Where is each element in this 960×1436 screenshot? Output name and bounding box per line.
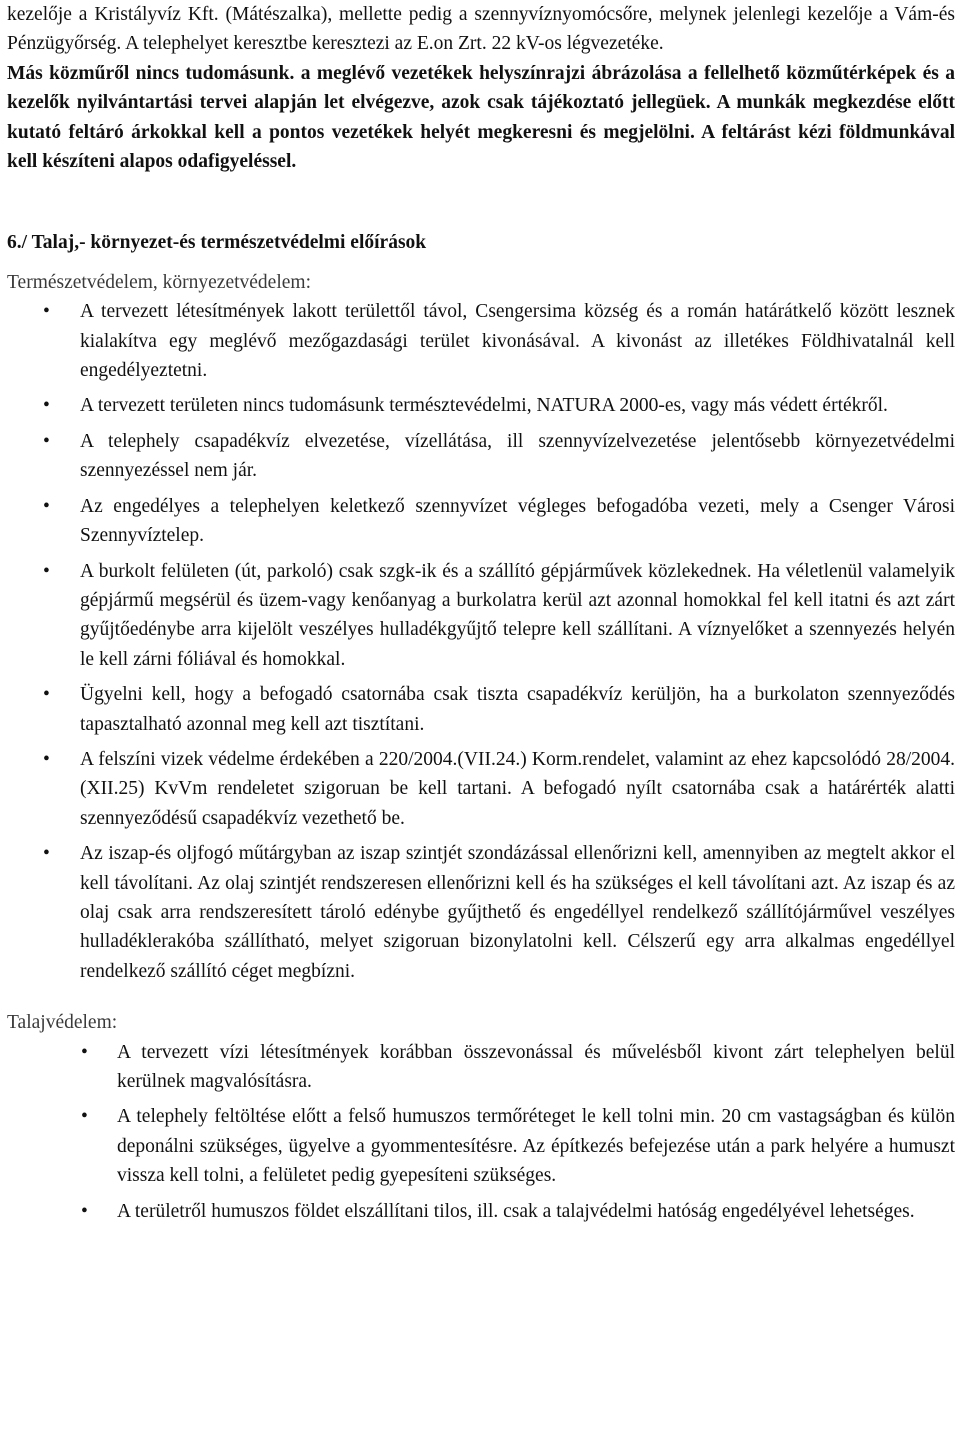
soil-protection-heading: Talajvédelem: — [7, 1012, 118, 1034]
list-item — [7, 492, 955, 551]
bullet-icon: • — [43, 684, 50, 706]
list-item-text: A felszíni vizek védelme érdekében a 220/2004.(VII.24.) Korm.rendelet, valamint az ehez kapcsolódó 28/2004.(XII.25) KvVm rendeletet szigoruan be kell tartani. A befogadó nyílt csatornába csak a határérték alatti szennyeződésű csapadékvíz vezethető be. — [80, 748, 955, 829]
bullet-icon: • — [81, 1200, 88, 1222]
utility-notice-paragraph: Más közműről nincs tudomásunk. a meglévő vezetékek helyszínrajzi ábrázolása a fellelhető közműtérképek és a kezelők nyilvántartási tervei alapján let elvégezve, azok csak tájékoztató jellegüek. A munkák megkezdése előtt kutató feltáró árkokkal kell a pontos vezetékek helyét megkeresni és megjelölni. A feltárást kézi földmunkával kell készíteni alapos odafigyeléssel. — [7, 62, 955, 173]
section-title: 6./ Talaj,- környezet-és természetvédelmi előírások — [7, 232, 427, 254]
bullet-icon: • — [43, 560, 50, 582]
bullet-icon: • — [43, 748, 50, 770]
bullet-icon: • — [43, 843, 50, 865]
list-item — [7, 839, 955, 986]
bullet-icon: • — [43, 395, 50, 417]
list-item-text: A tervezett létesítmények lakott területtől távol, Csengersima község és a román határátkelő között lesznek kialakítva egy meglévő mezőgazdasági terület kivonásával. A kivonást az illetékes Földhivatalnál kell engedélyeztetni. — [80, 301, 955, 382]
list-item — [7, 745, 955, 833]
list-item-text: A telephely csapadékvíz elvezetése, vízellátása, ill szennyvízelvezetése jelentősebb környezetvédelmi szennyezéssel nem jár. — [80, 430, 955, 482]
intro-paragraph: kezelője a Kristályvíz Kft. (Mátészalka), mellette pedig a szennyvíznyomócsőre, melynek jelenlegi kezelője a Vám-és Pénzügyőrség. A telephelyet keresztbe keresztezi az E.on Zrt. 22 kV-os légvezetéke. — [7, 4, 955, 55]
list-item — [7, 1038, 955, 1097]
list-item-text: A területről humuszos földet elszállítani tilos, ill. csak a talajvédelmi hatóság engedélyével lehetséges. — [117, 1200, 915, 1222]
list-item — [7, 427, 955, 486]
list-item-text: Az engedélyes a telephelyen keletkező szennyvízet végleges befogadóba vezeti, mely a Csenger Városi Szennyvíztelep. — [80, 495, 955, 547]
bullet-icon: • — [81, 1106, 88, 1128]
list-item-text: Az iszap-és oljfogó műtárgyban az iszap szintjét szondázással ellenőrizni kell, amennyiben az megtelt akkor el kell távolítani. Az olaj szintjét rendszeresen ellenőrizni kell és ha szükséges el kell távolítani azt. Az iszap és az olaj csak arra rendszeresített tároló edénybe gyűjthető és engedéllyel rendelkező szállítójárművel veszélyes hulladéklerakóba szállítható, melyet szigoruan bizonylatolni kell. Célszerű egy arra alkalmas engedéllyel rendelkező szállító céget megbízni. — [80, 843, 955, 982]
bullet-icon: • — [43, 495, 50, 517]
soil-protection-list — [7, 1038, 955, 1226]
list-item-text: Ügyelni kell, hogy a befogadó csatornába csak tiszta csapadékvíz kerüljön, ha a burkolaton szennyeződés tapasztalható azonnal meg kell azt tisztítani. — [80, 684, 955, 735]
bullet-icon: • — [43, 301, 50, 323]
list-item-text: A tervezett vízi létesítmények korábban összevonással és művelésből kivont zárt telephelyen belül kerülnek magvalósításra. — [117, 1041, 955, 1092]
list-item — [7, 680, 955, 739]
document-page — [7, 0, 955, 1226]
list-item-text: A tervezett területen nincs tudomásunk természtevédelmi, NATURA 2000-es, vagy más védett értékről. — [80, 395, 888, 417]
bullet-icon: • — [43, 430, 50, 452]
nature-protection-heading: Természetvédelem, környezetvédelem: — [7, 271, 311, 293]
list-item-text: A telephely feltöltése előtt a felső humuszos termőréteget le kell tolni min. 20 cm vastagságban és külön deponálni szükséges, ügyelve a gyommentesítésre. Az építkezés befejezése után a park helyére a humuszt vissza kell tolni, a felületet pedig gyepesíteni szükséges. — [117, 1106, 955, 1187]
list-item — [7, 1102, 955, 1190]
list-item — [7, 297, 955, 385]
list-item — [7, 557, 955, 675]
bullet-icon: • — [81, 1041, 88, 1063]
list-item-text: A burkolt felületen (út, parkoló) csak szgk-ik és a szállító gépjárművek közlekednek. Ha véletlenül valamelyik gépjármű megsérül és üzem-vagy kenőanyag a burkolatra kerül azt azonnal homokkal fel kell itatni és azt zárt gyűjtőedénybe arra kijelölt veszélyes hulladékgyűjtő telepre kell szállítani. A víznyelőket a szennyezés helyén le kell zárni fóliával és homokkal. — [80, 560, 955, 670]
list-item — [7, 1197, 955, 1226]
nature-protection-list — [7, 297, 955, 986]
list-item — [7, 391, 955, 420]
